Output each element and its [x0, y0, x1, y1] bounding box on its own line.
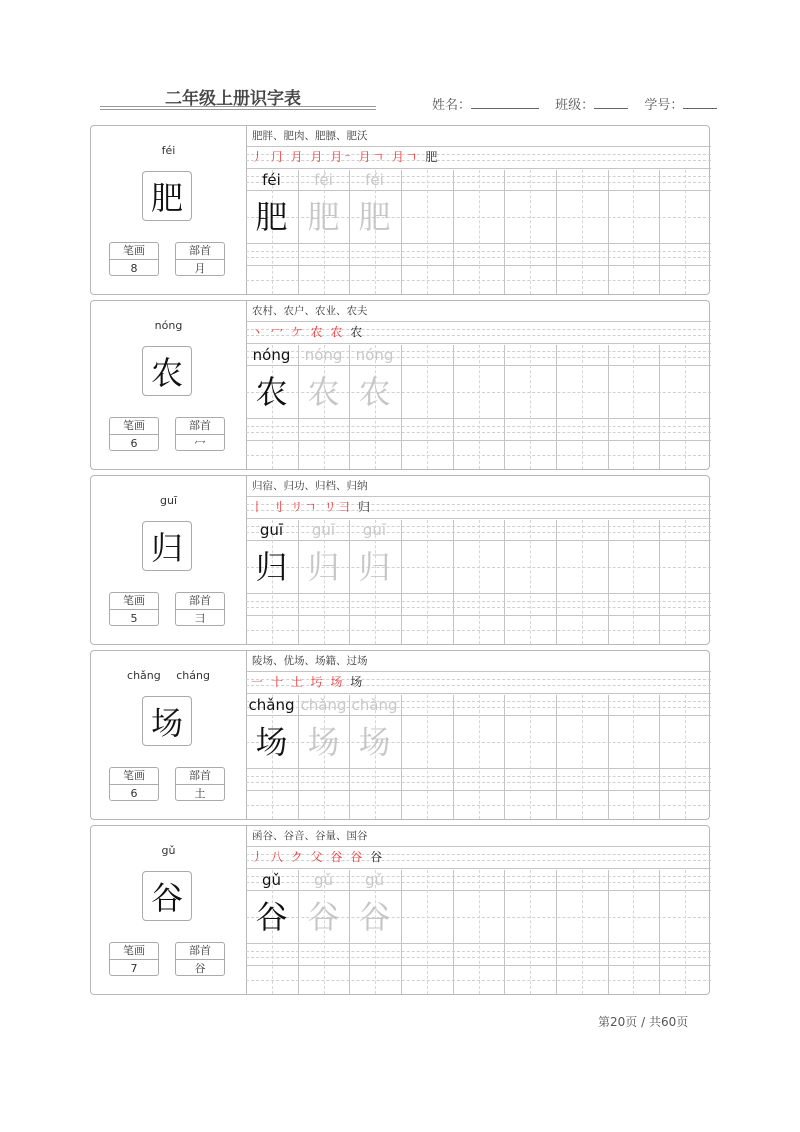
grid-line — [246, 693, 711, 694]
character-trace: 肥 — [307, 198, 340, 236]
stroke-count-label: 笔画 — [110, 768, 158, 785]
grid-line — [659, 870, 660, 994]
grid-line — [246, 518, 711, 519]
pinyin-label: chǎng cháng — [127, 669, 210, 682]
stroke-step: 月ㄱ — [391, 150, 420, 164]
grid-line — [608, 170, 609, 294]
stroke-step: 月 — [290, 150, 305, 164]
radical-box — [175, 942, 225, 976]
character-info-panel — [91, 476, 247, 644]
character-card — [90, 825, 710, 995]
radical-label: 部首 — [176, 243, 224, 260]
stroke-step: ⺆ — [270, 150, 285, 164]
radical-value: 彐 — [194, 612, 206, 625]
stroke-count-label: 笔画 — [110, 418, 158, 435]
grid-line — [633, 345, 634, 469]
character-trace: 归 — [307, 548, 340, 586]
grid-line — [246, 496, 711, 497]
pinyin-label: gǔ — [161, 844, 176, 857]
character-model: 肥 — [255, 198, 288, 236]
character-display: 场 — [142, 696, 192, 746]
stroke-step: リㄱ — [290, 500, 319, 514]
grid-line — [685, 345, 686, 469]
pinyin-trace: chǎng — [351, 696, 398, 714]
grid-line — [246, 343, 711, 344]
grid-line — [608, 695, 609, 819]
stroke-step: ケ — [290, 325, 305, 339]
stroke-count-value: 8 — [130, 262, 138, 275]
grid-line — [479, 170, 480, 294]
grid-line — [556, 695, 557, 819]
stroke-order — [251, 673, 364, 691]
stroke-count-value: 6 — [130, 787, 138, 800]
grid-line — [453, 170, 454, 294]
character-info-panel — [91, 826, 247, 994]
grid-line — [530, 170, 531, 294]
grid-line — [504, 520, 505, 644]
grid-line — [427, 345, 428, 469]
grid-line — [685, 870, 686, 994]
grid-line — [556, 345, 557, 469]
stroke-step: 八 — [270, 850, 285, 864]
grid-line — [504, 345, 505, 469]
grid-line — [633, 870, 634, 994]
radical-value: 冖 — [194, 437, 206, 450]
stroke-count-value: 6 — [130, 437, 138, 450]
stroke-count-value: 5 — [130, 612, 138, 625]
grid-line — [246, 168, 711, 169]
pinyin-model: nóng — [252, 346, 291, 364]
stroke-step: 月 — [310, 150, 325, 164]
grid-line — [401, 170, 402, 294]
grid-line — [479, 695, 480, 819]
stroke-count-label: 笔画 — [110, 243, 158, 260]
grid-line — [633, 170, 634, 294]
stroke-count-box — [109, 417, 159, 451]
character-trace: 谷 — [307, 898, 340, 936]
stroke-count-label: 笔画 — [110, 593, 158, 610]
id-label: 学号： — [644, 98, 684, 113]
pinyin-trace: gǔ — [364, 871, 385, 889]
stroke-order — [251, 148, 439, 166]
stroke-step: 丿 — [251, 150, 266, 164]
stroke-order — [251, 848, 384, 866]
grid-line — [453, 345, 454, 469]
class-field[interactable] — [594, 95, 628, 109]
stroke-step: 谷 — [330, 850, 345, 864]
grid-line — [401, 870, 402, 994]
grid-line — [479, 870, 480, 994]
character-card — [90, 650, 710, 820]
stroke-step: 谷 — [370, 850, 385, 864]
grid-line — [453, 870, 454, 994]
grid-line — [556, 870, 557, 994]
radical-label: 部首 — [176, 418, 224, 435]
example-words: 农村、农户、农业、农夫 — [252, 305, 368, 317]
grid-line — [479, 520, 480, 644]
stroke-step: 一 — [251, 675, 266, 689]
stroke-step: 谷 — [350, 850, 365, 864]
example-words: 肥胖、肥肉、肥膘、肥沃 — [252, 130, 368, 142]
grid-line — [401, 695, 402, 819]
grid-line — [427, 520, 428, 644]
stroke-count-label: 笔画 — [110, 943, 158, 960]
id-field[interactable] — [683, 95, 717, 109]
character-trace: 场 — [358, 723, 391, 761]
radical-box — [175, 592, 225, 626]
character-trace: 肥 — [358, 198, 391, 236]
radical-label: 部首 — [176, 593, 224, 610]
grid-line — [582, 345, 583, 469]
grid-line — [582, 520, 583, 644]
grid-line — [479, 345, 480, 469]
grid-line — [401, 520, 402, 644]
radical-value: 谷 — [194, 962, 206, 975]
pinyin-trace: guī — [311, 521, 336, 539]
grid-line — [427, 695, 428, 819]
pinyin-trace: gǔ — [313, 871, 334, 889]
practice-grid — [246, 476, 711, 644]
character-info-panel — [91, 126, 247, 294]
character-trace: 农 — [358, 373, 391, 411]
pinyin-label: féi — [161, 144, 176, 157]
grid-line — [246, 868, 711, 869]
grid-line — [556, 170, 557, 294]
class-label: 班级： — [555, 98, 595, 113]
stroke-step: 场 — [350, 675, 365, 689]
stroke-step: 刂 — [270, 500, 285, 514]
pinyin-label: guī — [159, 494, 177, 507]
stroke-step: 肥 — [425, 150, 440, 164]
character-info-panel — [91, 301, 247, 469]
stroke-step: 十 — [270, 675, 285, 689]
stroke-step: 圬 — [310, 675, 325, 689]
character-display: 归 — [142, 521, 192, 571]
stroke-count-box — [109, 942, 159, 976]
stroke-step: リ彐 — [324, 500, 353, 514]
character-card — [90, 300, 710, 470]
grid-line — [530, 520, 531, 644]
pinyin-label: nóng — [154, 319, 183, 332]
stroke-step: 父 — [310, 850, 325, 864]
character-display: 谷 — [142, 871, 192, 921]
stroke-step: 丶 — [251, 325, 266, 339]
character-model: 归 — [255, 548, 288, 586]
stroke-step: 冖 — [270, 325, 285, 339]
stroke-order — [251, 498, 372, 516]
student-info — [432, 94, 717, 113]
stroke-count-box — [109, 767, 159, 801]
pinyin-trace: féi — [365, 171, 384, 189]
practice-grid — [246, 301, 711, 469]
name-field[interactable] — [471, 95, 539, 109]
character-card — [90, 475, 710, 645]
grid-line — [633, 520, 634, 644]
stroke-step: 归 — [357, 500, 372, 514]
example-words: 归宿、归功、归档、归纳 — [252, 480, 368, 492]
practice-grid — [246, 651, 711, 819]
page-title: 二年级上册识字表 — [165, 89, 301, 109]
radical-label: 部首 — [176, 943, 224, 960]
grid-line — [246, 146, 711, 147]
character-trace: 谷 — [358, 898, 391, 936]
grid-line — [453, 695, 454, 819]
grid-line — [504, 870, 505, 994]
pinyin-trace: chǎng — [300, 696, 347, 714]
stroke-step: 月ㄱ — [358, 150, 387, 164]
character-display: 农 — [142, 346, 192, 396]
stroke-step: 农 — [330, 325, 345, 339]
grid-line — [659, 345, 660, 469]
example-words: 陵场、优场、场籍、过场 — [252, 655, 368, 667]
stroke-step: 农 — [310, 325, 325, 339]
pinyin-trace: nóng — [355, 346, 394, 364]
pinyin-model: féi — [262, 171, 281, 189]
pinyin-model: gǔ — [261, 871, 282, 889]
example-words: 函谷、谷音、谷量、国谷 — [252, 830, 368, 842]
stroke-step: 农 — [350, 325, 365, 339]
title-underline-2 — [100, 109, 376, 110]
title-underline — [100, 106, 376, 107]
grid-line — [401, 345, 402, 469]
pinyin-trace: féi — [314, 171, 333, 189]
practice-grid — [246, 126, 711, 294]
radical-value: 月 — [194, 262, 206, 275]
stroke-step: 土 — [290, 675, 305, 689]
character-model: 谷 — [255, 898, 288, 936]
pinyin-trace: guī — [362, 521, 387, 539]
radical-box — [175, 767, 225, 801]
page-number: 第20页 / 共60页 — [598, 1015, 689, 1029]
grid-line — [659, 695, 660, 819]
stroke-step: 丨 — [251, 500, 266, 514]
grid-line — [685, 695, 686, 819]
grid-line — [246, 846, 711, 847]
grid-line — [530, 870, 531, 994]
pinyin-model: guī — [259, 521, 284, 539]
grid-line — [427, 870, 428, 994]
character-display: 肥 — [142, 171, 192, 221]
stroke-count-box — [109, 592, 159, 626]
grid-line — [246, 671, 711, 672]
practice-grid — [246, 826, 711, 994]
character-model: 场 — [255, 723, 288, 761]
stroke-order — [251, 323, 364, 341]
character-model: 农 — [255, 373, 288, 411]
grid-line — [582, 870, 583, 994]
grid-line — [453, 520, 454, 644]
radical-box — [175, 417, 225, 451]
grid-line — [556, 520, 557, 644]
character-card — [90, 125, 710, 295]
grid-line — [582, 170, 583, 294]
grid-line — [582, 695, 583, 819]
grid-line — [608, 520, 609, 644]
character-trace: 场 — [307, 723, 340, 761]
grid-line — [633, 695, 634, 819]
grid-line — [608, 870, 609, 994]
grid-line — [530, 345, 531, 469]
character-info-panel — [91, 651, 247, 819]
radical-value: 土 — [194, 787, 206, 800]
stroke-step: 场 — [330, 675, 345, 689]
grid-line — [246, 321, 711, 322]
grid-line — [504, 695, 505, 819]
radical-box — [175, 242, 225, 276]
stroke-step: ク — [290, 850, 305, 864]
radical-label: 部首 — [176, 768, 224, 785]
grid-line — [504, 170, 505, 294]
grid-line — [685, 170, 686, 294]
grid-line — [530, 695, 531, 819]
name-label: 姓名： — [432, 98, 472, 113]
grid-line — [659, 170, 660, 294]
stroke-step: 丿 — [251, 850, 266, 864]
pinyin-trace: nóng — [304, 346, 343, 364]
stroke-step: 月⁻ — [330, 150, 353, 164]
grid-line — [427, 170, 428, 294]
stroke-count-value: 7 — [130, 962, 138, 975]
grid-line — [608, 345, 609, 469]
grid-line — [685, 520, 686, 644]
grid-line — [659, 520, 660, 644]
stroke-count-box — [109, 242, 159, 276]
character-trace: 归 — [358, 548, 391, 586]
pinyin-model: chǎng — [248, 696, 295, 714]
character-trace: 农 — [307, 373, 340, 411]
